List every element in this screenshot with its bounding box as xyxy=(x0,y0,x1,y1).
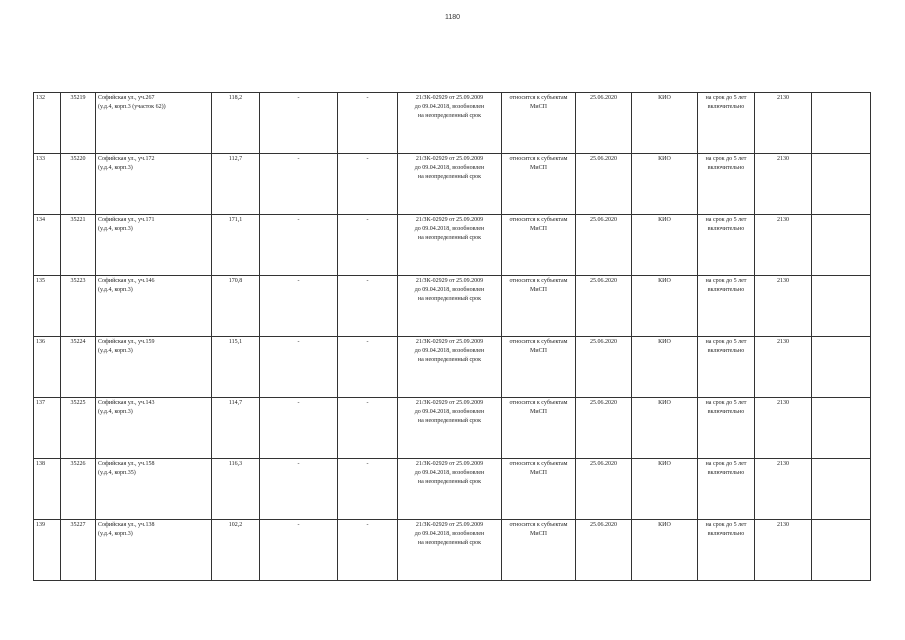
object-code-cell: 35224 xyxy=(61,337,96,398)
table-row xyxy=(34,520,871,581)
dash-cell: - xyxy=(260,398,338,459)
empty-cell xyxy=(812,154,871,215)
contract-cell xyxy=(398,93,502,154)
table-row xyxy=(34,215,871,276)
address-cell xyxy=(96,93,212,154)
msp-note-cell xyxy=(502,398,576,459)
organization-cell: КИО xyxy=(632,215,698,276)
date-cell: 25.06.2020 xyxy=(576,337,632,398)
registry-table-body xyxy=(34,93,871,581)
empty-cell xyxy=(812,93,871,154)
row-number-cell: 136 xyxy=(34,337,61,398)
msp-note-line: относится к субъектам xyxy=(509,400,568,406)
term-cell xyxy=(698,459,755,520)
contract-line: на неопределенный срок xyxy=(417,418,482,424)
address-line: (у.д.4, корп.35) xyxy=(98,470,136,476)
date-cell: 25.06.2020 xyxy=(576,154,632,215)
dash-cell: - xyxy=(338,154,398,215)
address-line: (у.д.4, корп.3) xyxy=(98,226,133,232)
msp-note-cell xyxy=(502,93,576,154)
contract-line: до 09.04.2018, возобновлен xyxy=(414,104,485,110)
table-row xyxy=(34,337,871,398)
classifier-cell: 2130 xyxy=(755,215,812,276)
term-cell xyxy=(698,520,755,581)
address-line: Софийская ул., уч.172 xyxy=(98,156,155,162)
msp-note-line: относится к субъектам xyxy=(509,278,568,284)
empty-cell xyxy=(812,398,871,459)
address-cell xyxy=(96,337,212,398)
contract-line: 21/ЗК-02929 от 25.09.2009 xyxy=(415,522,484,528)
msp-note-line: МиСП xyxy=(530,226,547,232)
contract-line: на неопределенный срок xyxy=(417,357,482,363)
msp-note-cell xyxy=(502,337,576,398)
term-cell xyxy=(698,337,755,398)
row-number-cell: 133 xyxy=(34,154,61,215)
term-line: включительно xyxy=(707,348,745,354)
object-code-cell: 35227 xyxy=(61,520,96,581)
msp-note-line: МиСП xyxy=(530,409,547,415)
dash-cell: - xyxy=(260,215,338,276)
table-row xyxy=(34,398,871,459)
dash-cell: - xyxy=(260,276,338,337)
term-line: на срок до 5 лет xyxy=(705,339,747,345)
contract-line: на неопределенный срок xyxy=(417,296,482,302)
msp-note-line: относится к субъектам xyxy=(509,339,568,345)
organization-cell: КИО xyxy=(632,154,698,215)
date-cell: 25.06.2020 xyxy=(576,459,632,520)
date-cell: 25.06.2020 xyxy=(576,520,632,581)
contract-line: 21/ЗК-02929 от 25.09.2009 xyxy=(415,95,484,101)
contract-line: до 09.04.2018, возобновлен xyxy=(414,409,485,415)
contract-line: 21/ЗК-02929 от 25.09.2009 xyxy=(415,400,484,406)
address-line: (у.д.4, корп.3) xyxy=(98,165,133,171)
contract-line: до 09.04.2018, возобновлен xyxy=(414,531,485,537)
contract-cell xyxy=(398,459,502,520)
address-line: Софийская ул., уч.159 xyxy=(98,339,155,345)
object-code-cell: 35223 xyxy=(61,276,96,337)
contract-line: 21/ЗК-02929 от 25.09.2009 xyxy=(415,217,484,223)
address-cell xyxy=(96,398,212,459)
contract-line: до 09.04.2018, возобновлен xyxy=(414,287,485,293)
msp-note-line: относится к субъектам xyxy=(509,522,568,528)
object-code-cell: 35226 xyxy=(61,459,96,520)
term-line: на срок до 5 лет xyxy=(705,522,747,528)
term-line: включительно xyxy=(707,287,745,293)
address-line: (у.д.4, корп.3) xyxy=(98,348,133,354)
contract-line: на неопределенный срок xyxy=(417,113,482,119)
term-line: на срок до 5 лет xyxy=(705,156,747,162)
dash-cell: - xyxy=(260,337,338,398)
msp-note-line: относится к субъектам xyxy=(509,156,568,162)
classifier-cell: 2130 xyxy=(755,93,812,154)
msp-note-cell xyxy=(502,154,576,215)
address-line: (у.д.4, корп.3) xyxy=(98,409,133,415)
msp-note-line: МиСП xyxy=(530,470,547,476)
contract-line: 21/ЗК-02929 от 25.09.2009 xyxy=(415,461,484,467)
msp-note-cell xyxy=(502,520,576,581)
msp-note-cell xyxy=(502,215,576,276)
date-cell: 25.06.2020 xyxy=(576,398,632,459)
msp-note-line: МиСП xyxy=(530,165,547,171)
contract-line: на неопределенный срок xyxy=(417,235,482,241)
contract-line: на неопределенный срок xyxy=(417,479,482,485)
object-code-cell: 35220 xyxy=(61,154,96,215)
msp-note-cell xyxy=(502,276,576,337)
term-cell xyxy=(698,154,755,215)
term-line: на срок до 5 лет xyxy=(705,217,747,223)
table-row xyxy=(34,276,871,337)
classifier-cell: 2130 xyxy=(755,276,812,337)
table-row xyxy=(34,93,871,154)
address-cell xyxy=(96,276,212,337)
date-cell: 25.06.2020 xyxy=(576,93,632,154)
object-code-cell: 35221 xyxy=(61,215,96,276)
term-cell xyxy=(698,215,755,276)
organization-cell: КИО xyxy=(632,337,698,398)
address-cell xyxy=(96,459,212,520)
area-cell: 170,8 xyxy=(212,276,260,337)
area-cell: 114,7 xyxy=(212,398,260,459)
dash-cell: - xyxy=(338,215,398,276)
table-row xyxy=(34,154,871,215)
organization-cell: КИО xyxy=(632,276,698,337)
contract-cell xyxy=(398,154,502,215)
dash-cell: - xyxy=(260,93,338,154)
classifier-cell: 2130 xyxy=(755,154,812,215)
address-line: (у.д.4, корп.3) xyxy=(98,287,133,293)
term-line: включительно xyxy=(707,165,745,171)
area-cell: 102,2 xyxy=(212,520,260,581)
row-number-cell: 134 xyxy=(34,215,61,276)
contract-cell xyxy=(398,520,502,581)
msp-note-line: МиСП xyxy=(530,348,547,354)
term-line: включительно xyxy=(707,104,745,110)
dash-cell: - xyxy=(338,398,398,459)
empty-cell xyxy=(812,459,871,520)
empty-cell xyxy=(812,215,871,276)
msp-note-line: МиСП xyxy=(530,104,547,110)
object-code-cell: 35219 xyxy=(61,93,96,154)
classifier-cell: 2130 xyxy=(755,520,812,581)
term-line: включительно xyxy=(707,531,745,537)
term-cell xyxy=(698,276,755,337)
dash-cell: - xyxy=(338,93,398,154)
area-cell: 171,1 xyxy=(212,215,260,276)
empty-cell xyxy=(812,337,871,398)
contract-line: до 09.04.2018, возобновлен xyxy=(414,470,485,476)
dash-cell: - xyxy=(260,520,338,581)
contract-line: до 09.04.2018, возобновлен xyxy=(414,226,485,232)
address-cell xyxy=(96,154,212,215)
term-cell xyxy=(698,93,755,154)
table-row xyxy=(34,459,871,520)
dash-cell: - xyxy=(338,520,398,581)
row-number-cell: 132 xyxy=(34,93,61,154)
contract-cell xyxy=(398,215,502,276)
contract-line: 21/ЗК-02929 от 25.09.2009 xyxy=(415,278,484,284)
contract-line: на неопределенный срок xyxy=(417,174,482,180)
address-line: Софийская ул., уч.158 xyxy=(98,461,155,467)
msp-note-cell xyxy=(502,459,576,520)
organization-cell: КИО xyxy=(632,520,698,581)
contract-line: 21/ЗК-02929 от 25.09.2009 xyxy=(415,156,484,162)
address-line: (у.д.4, корп.3 (участок 62)) xyxy=(98,104,166,110)
contract-cell xyxy=(398,398,502,459)
term-line: на срок до 5 лет xyxy=(705,400,747,406)
row-number-cell: 135 xyxy=(34,276,61,337)
contract-cell xyxy=(398,276,502,337)
address-line: Софийская ул., уч.171 xyxy=(98,217,155,223)
area-cell: 115,1 xyxy=(212,337,260,398)
msp-note-line: МиСП xyxy=(530,287,547,293)
empty-cell xyxy=(812,520,871,581)
organization-cell: КИО xyxy=(632,93,698,154)
object-code-cell: 35225 xyxy=(61,398,96,459)
date-cell: 25.06.2020 xyxy=(576,276,632,337)
term-line: на срок до 5 лет xyxy=(705,95,747,101)
address-line: Софийская ул., уч.267 xyxy=(98,95,155,101)
row-number-cell: 137 xyxy=(34,398,61,459)
msp-note-line: относится к субъектам xyxy=(509,95,568,101)
contract-line: 21/ЗК-02929 от 25.09.2009 xyxy=(415,339,484,345)
date-cell: 25.06.2020 xyxy=(576,215,632,276)
classifier-cell: 2130 xyxy=(755,398,812,459)
classifier-cell: 2130 xyxy=(755,459,812,520)
empty-cell xyxy=(812,276,871,337)
address-line: Софийская ул., уч.138 xyxy=(98,522,155,528)
term-line: включительно xyxy=(707,409,745,415)
area-cell: 112,7 xyxy=(212,154,260,215)
term-cell xyxy=(698,398,755,459)
msp-note-line: относится к субъектам xyxy=(509,461,568,467)
dash-cell: - xyxy=(260,154,338,215)
address-line: (у.д.4, корп.3) xyxy=(98,531,133,537)
msp-note-line: относится к субъектам xyxy=(509,217,568,223)
term-line: включительно xyxy=(707,470,745,476)
area-cell: 118,2 xyxy=(212,93,260,154)
msp-note-line: МиСП xyxy=(530,531,547,537)
organization-cell: КИО xyxy=(632,398,698,459)
contract-cell xyxy=(398,337,502,398)
dash-cell: - xyxy=(338,276,398,337)
area-cell: 116,3 xyxy=(212,459,260,520)
term-line: включительно xyxy=(707,226,745,232)
contract-line: до 09.04.2018, возобновлен xyxy=(414,348,485,354)
dash-cell: - xyxy=(338,459,398,520)
dash-cell: - xyxy=(260,459,338,520)
address-line: Софийская ул., уч.143 xyxy=(98,400,155,406)
address-cell xyxy=(96,215,212,276)
address-cell xyxy=(96,520,212,581)
address-line: Софийская ул., уч.146 xyxy=(98,278,155,284)
term-line: на срок до 5 лет xyxy=(705,278,747,284)
organization-cell: КИО xyxy=(632,459,698,520)
registry-table xyxy=(33,92,871,581)
contract-line: до 09.04.2018, возобновлен xyxy=(414,165,485,171)
term-line: на срок до 5 лет xyxy=(705,461,747,467)
row-number-cell: 139 xyxy=(34,520,61,581)
classifier-cell: 2130 xyxy=(755,337,812,398)
dash-cell: - xyxy=(338,337,398,398)
row-number-cell: 138 xyxy=(34,459,61,520)
contract-line: на неопределенный срок xyxy=(417,540,482,546)
page-number: 1180 xyxy=(444,14,461,21)
